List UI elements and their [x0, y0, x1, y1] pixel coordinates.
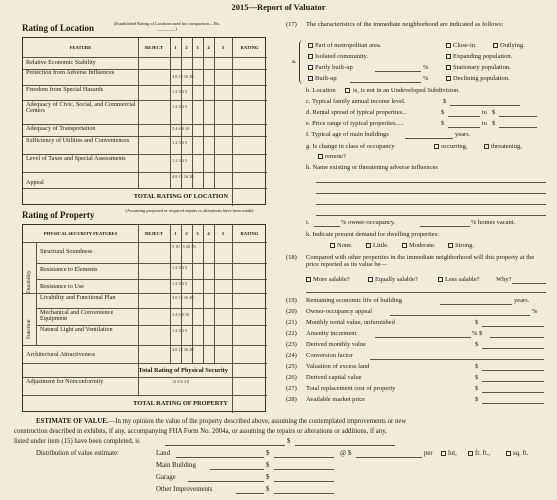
- a-item: Stationary population.: [446, 64, 511, 71]
- f-label: f. Typical age of main buildings: [306, 131, 389, 138]
- other-improvements-label: Other Improvements: [156, 486, 213, 493]
- unit-option: sq. ft.: [506, 450, 528, 458]
- location-row-label: Level of Taxes and Special Assessments: [26, 155, 126, 162]
- property-row-label: Livability and Functional Plan: [40, 294, 116, 301]
- checkbox[interactable]: [306, 277, 311, 282]
- property-col-reject: REJECT: [144, 231, 164, 236]
- a-label: a.: [292, 58, 297, 65]
- item-text: Derived capital value: [306, 374, 362, 381]
- item-unit: $: [475, 374, 479, 381]
- property-col-3: 3: [196, 231, 199, 236]
- property-row-nums: 4 8 12 16 20: [172, 347, 194, 352]
- a-item: Isolated community.: [308, 53, 368, 60]
- item-text: Conversion factor: [306, 352, 353, 359]
- years-label: years.: [455, 131, 471, 138]
- g-item: occurring,: [434, 143, 468, 150]
- q17-number: (17): [286, 21, 297, 28]
- property-note: (Assuming proposed or required repairs or alterations have been made): [125, 208, 254, 213]
- property-row-label: Natural Light and Ventilation: [40, 326, 113, 333]
- checkbox[interactable]: [446, 54, 451, 59]
- checkbox[interactable]: [506, 451, 511, 456]
- dollar-sign: $: [266, 486, 270, 493]
- property-row-label: Structural Soundness: [40, 248, 93, 255]
- checkbox[interactable]: [493, 43, 498, 48]
- a-item: Part of metropolitan area.: [308, 42, 381, 49]
- location-total-label: TOTAL RATING OF LOCATION: [133, 193, 228, 200]
- q18-number: (18): [286, 254, 297, 261]
- property-row-nums: 2 4 6 8 10: [172, 312, 190, 317]
- item-number: (27): [286, 385, 297, 392]
- location-row-label: Freedom from Special Hazards: [26, 86, 104, 93]
- location-row-nums: 1 2 3 4 5: [172, 89, 188, 94]
- item-number: (20): [286, 308, 297, 315]
- property-title: Rating of Property: [22, 210, 95, 220]
- durability-group-label: Durability: [26, 270, 32, 293]
- location-col-reject: REJECT: [144, 45, 164, 50]
- checkbox[interactable]: [446, 43, 451, 48]
- location-col-5: 5: [221, 45, 225, 50]
- property-row-label: Architectural Attractiveness: [26, 351, 96, 358]
- property-col-1: 1: [174, 231, 177, 236]
- dollar-sign: $: [443, 98, 447, 105]
- property-row-label: Resistance to Use: [40, 283, 84, 290]
- k-item: Little.: [366, 242, 389, 249]
- location-col-4: 4: [207, 45, 210, 50]
- item-text: Derived monthly value: [306, 341, 366, 348]
- location-row-label: Adequacy of Transportation: [26, 125, 96, 132]
- property-row-nums: 1 2 3 4 5: [172, 328, 188, 333]
- property-col-feature: PHYSICAL SECURITY FEATURES: [43, 231, 118, 236]
- to-label: to: [482, 109, 488, 116]
- estimate-line-3: listed under item (15) have been completed, is: [14, 438, 140, 445]
- k-item: None.: [330, 242, 353, 249]
- i-homes-vacant: % homes vacant.: [471, 219, 516, 226]
- property-row-label: Resistance to Elements: [40, 266, 98, 273]
- dollar-sign: $: [492, 109, 496, 116]
- checkbox[interactable]: [308, 65, 313, 70]
- k-item: Strong.: [448, 242, 474, 249]
- dollar-sign: $: [441, 109, 445, 116]
- checkbox[interactable]: [468, 451, 473, 456]
- adjustment-label: Adjustment for Nonconformity: [26, 378, 104, 385]
- checkbox[interactable]: [368, 277, 373, 282]
- h-label: h. Name existing or threatening adverse influences: [306, 164, 438, 171]
- checkbox[interactable]: [318, 154, 323, 159]
- page-title: 2015—Report of Valuator: [231, 2, 326, 12]
- checkbox[interactable]: [438, 277, 443, 282]
- location-row-label: Adequacy of Civic, Social, and Commercial Centers: [26, 101, 136, 115]
- item-text: Owner-occupancy appeal: [306, 308, 373, 315]
- estimate-line-2: construction described in exhibits, if any, accompanying FHA Form No. 2004a, or assuming the repairs or alterations or additions, if any,: [14, 428, 387, 435]
- item-text: Amenity increment: [306, 330, 357, 337]
- q18-item: More salable?: [306, 276, 350, 283]
- item-text: Monthly rental value, unfurnished: [306, 319, 395, 326]
- b-text: is, is not in an Undeveloped Subdivision.: [353, 87, 460, 94]
- item-unit: % $: [472, 330, 483, 337]
- garage-label: Garage: [156, 474, 176, 481]
- main-building-label: Main Building: [156, 462, 196, 469]
- item-unit: %: [532, 308, 538, 315]
- location-row-nums: 1 2 3 4 5: [172, 158, 188, 163]
- checkbox[interactable]: [484, 144, 489, 149]
- g-item: remote?: [318, 153, 346, 160]
- item-number: (28): [286, 396, 297, 403]
- item-unit: $: [475, 341, 479, 348]
- item-number: (26): [286, 374, 297, 381]
- checkbox[interactable]: [366, 243, 371, 248]
- item-text: Valuation of excess land: [306, 363, 370, 370]
- item-text: Available market price: [306, 396, 366, 403]
- a-item: Declining population.: [446, 75, 510, 82]
- at-label: @ $: [340, 450, 352, 457]
- q18-text: Compared with other properties in the immediate neighborhood will this property at the price reported as its value be—: [306, 254, 535, 268]
- checkbox[interactable]: [446, 76, 451, 81]
- b-label: b. Location: [306, 87, 336, 94]
- g-item: threatening,: [484, 143, 522, 150]
- location-col-3: 3: [196, 45, 199, 50]
- dollar-sign: $: [492, 120, 496, 127]
- to-label: to: [482, 120, 488, 127]
- property-row-nums: 1 2 3 4 5: [172, 281, 188, 286]
- property-col-4: 4: [207, 231, 210, 236]
- location-col-rating: RATING: [240, 45, 259, 50]
- item-number: (19): [286, 297, 297, 304]
- q18-item: Less salable?: [438, 276, 479, 283]
- dollar-sign: $: [266, 474, 270, 481]
- location-col-1: 1: [174, 45, 177, 50]
- d-label: d. Rental spread of typical properties...: [306, 109, 407, 116]
- checkbox[interactable]: [448, 243, 453, 248]
- location-row-label: Protection from Adverse Influences: [26, 69, 115, 76]
- property-table: [22, 224, 266, 412]
- function-group-label: Function: [26, 319, 32, 339]
- property-row-nums: 5 10 15 20 25: [172, 244, 196, 249]
- per-label: per: [424, 450, 433, 457]
- checkbox[interactable]: [402, 243, 407, 248]
- location-row-nums: 1 2 3 4 5: [172, 140, 188, 145]
- dollar-sign: $: [287, 438, 291, 445]
- estimate-line-1: ESTIMATE OF VALUE.—In my opinion the value of the property described above, assuming the contemplated improvements or new: [36, 418, 407, 425]
- e-label: e. Price range of typical properties.....: [306, 120, 404, 127]
- a-brace: [299, 40, 308, 84]
- property-col-5: 5: [221, 231, 225, 236]
- q18-item: Equally salable?: [368, 276, 418, 283]
- a-item: Partly built-up: [308, 64, 353, 71]
- location-row-nums: 1 2 3 4 5: [172, 104, 188, 109]
- why-label: Why?: [496, 276, 512, 283]
- dollar-sign: $: [441, 120, 445, 127]
- land-label: Land: [156, 450, 170, 457]
- item-number: (23): [286, 341, 297, 348]
- checkbox[interactable]: [345, 88, 350, 93]
- property-row-label: Mechanical and Convenience Equipment: [40, 309, 114, 323]
- dollar-sign: $: [266, 462, 270, 469]
- item-unit: $: [475, 319, 479, 326]
- dollar-sign: $: [266, 450, 270, 457]
- location-col-2: 2: [185, 45, 188, 50]
- item-unit: $: [475, 396, 479, 403]
- a-item: Expanding population.: [446, 53, 512, 60]
- location-row-nums: 4 8 12 16 20: [172, 174, 194, 179]
- q17-text: The characteristics of the immediate neighborhood are indicated as follows:: [306, 21, 504, 28]
- a-item: Built-up: [308, 75, 337, 82]
- i-owner-occupancy: % owner-occupancy.: [341, 219, 396, 226]
- c-label: c. Typical family annual income level.: [306, 98, 406, 105]
- property-total-label: TOTAL RATING OF PROPERTY: [133, 400, 228, 407]
- percent-sign: %: [423, 75, 429, 82]
- location-row-nums: 4 8 12 16 20: [172, 74, 194, 79]
- location-title: Rating of Location: [22, 23, 94, 33]
- unit-option: fr. ft.,: [468, 450, 490, 458]
- k-item: Moderate.: [402, 242, 436, 249]
- item-number: (24): [286, 352, 297, 359]
- property-row-nums: 1 2 3 4 5: [172, 265, 188, 270]
- property-row-nums: 4 8 12 16 20: [172, 295, 194, 300]
- location-row-nums: 2 4 6 8 10: [172, 126, 190, 131]
- checkbox[interactable]: [446, 65, 451, 70]
- adjustment-nums: 12 9 6 3 0: [172, 379, 190, 384]
- property-col-2: 2: [185, 231, 188, 236]
- location-table: [22, 37, 266, 205]
- item-unit: years.: [514, 297, 530, 304]
- distribution-label: Distribution of value estimate:: [36, 450, 119, 457]
- location-note: (Established Rating of Location used for comparison—No. ________): [113, 21, 221, 31]
- item-unit: $: [475, 385, 479, 392]
- unit-option: lot,: [441, 450, 457, 458]
- item-text: Total replacement cost of property: [306, 385, 396, 392]
- checkbox[interactable]: [308, 76, 313, 81]
- location-row-label: Sufficiency of Utilities and Conveniences: [26, 137, 130, 144]
- item-number: (22): [286, 330, 297, 337]
- item-unit: $: [475, 363, 479, 370]
- property-col-rating: RATING: [240, 231, 259, 236]
- percent-sign: %: [423, 64, 429, 71]
- item-text: Remaining economic life of building: [306, 297, 403, 304]
- a-item: Close-in.: [446, 42, 477, 49]
- location-col-feature: FEATURE: [69, 45, 92, 50]
- location-row-label: Appeal: [26, 179, 44, 186]
- i-label: i.: [306, 219, 310, 226]
- g-label: g. Is change in class of occupancy: [306, 143, 395, 150]
- item-number: (25): [286, 363, 297, 370]
- a-item: Outlying.: [493, 42, 525, 49]
- checkbox[interactable]: [308, 54, 313, 59]
- checkbox[interactable]: [330, 243, 335, 248]
- checkbox[interactable]: [308, 43, 313, 48]
- checkbox[interactable]: [434, 144, 439, 149]
- checkbox[interactable]: [441, 451, 446, 456]
- physical-total-label: Total Rating of Physical Security: [138, 367, 228, 374]
- k-label: k. Indicate present demand for dwelling properties:: [306, 231, 440, 238]
- location-row-label: Relative Economic Stability: [26, 59, 96, 66]
- item-number: (21): [286, 319, 297, 326]
